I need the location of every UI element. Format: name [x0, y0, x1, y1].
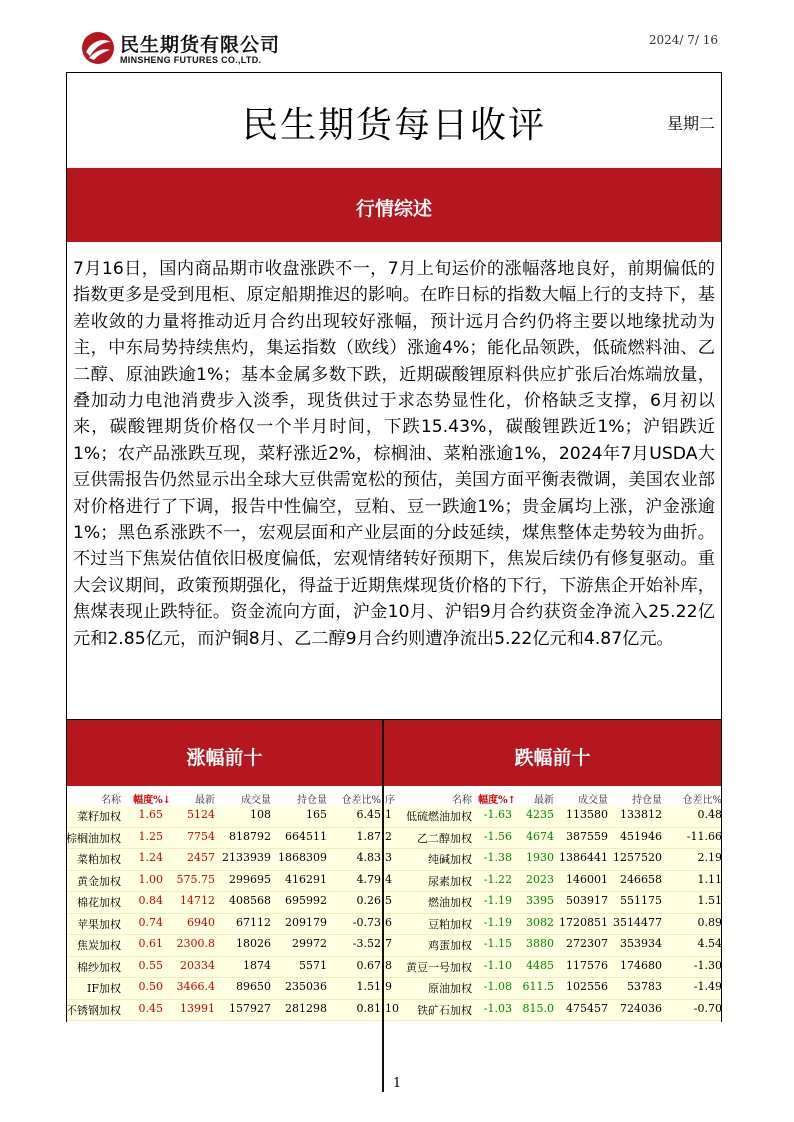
gainers-col-header[interactable]: 名称: [101, 795, 121, 806]
gainers-row[interactable]: [66, 957, 383, 979]
losers-cell: 272307: [566, 937, 608, 950]
title-section: [66, 72, 722, 168]
section-title: 行情综述: [355, 198, 432, 220]
gainers-col-header[interactable]: 持仓量: [297, 795, 327, 806]
losers-cell: -1.10: [483, 958, 512, 972]
summary-text: 7月16日，国内商品期市收盘涨跌不一，7月上旬运价的涨幅落地良好，前期偏低的指数更多是受到甩柜、原定船期推迟的影响。在昨日标的指数大幅上行的支持下，基差收敛的力量将推动近月合约出现较好涨幅，预计远月合约仍将主要以地缘扰动为主，中东局势持续焦灼，集运指数（欧线）涨逾4%；能化品领跌，低硫燃料油、乙二醇、原油跌逾1%；基本金属多数下跌，近期碳酸锂原料供应扩张后冶炼端放量，叠加动力电池消费步入淡季，现货供过于求态势显性化，价格缺乏支撑，6月初以来，碳酸锂期货价格仅一个半月时间，下跌15.43%，碳酸锂跌近1%；沪铝跌近1%；农产品涨跌互现，菜籽涨近2%，棕榈油、菜粕涨逾1%，2024年7月USDA大豆供需报告仍然显示出全球大豆供需宽松的预估，美国方面平衡表微调，美国农业部对价格进行了下调，报告中性偏空，豆粕、豆一跌逾1%；贵金属均上涨，沪金涨逾1%；黑色系涨跌不一，宏观层面和产业层面的分歧延续，煤焦整体走势较为曲折。不过当下焦炭估值依旧极度偏低，宏观情绪转好预期下，焦炭后续仍有修复驱动。重大会议期间，政策预期强化，得益于近期焦煤现货价格的下行，下游焦企开始补库，焦煤表现止跌特征。资金流向方面，沪金10月、沪铝9月合约获资金净流入25.22亿元和2.85亿元，而沪铜8月、乙二醇9月合约则遭净流出5.22亿元和4.87亿元。: [73, 259, 715, 649]
gainers-cell: 2133939: [222, 851, 271, 864]
gainers-cell: 664511: [285, 829, 327, 843]
gainers-cell: 1.25: [138, 829, 163, 843]
gainers-cell: 18026: [236, 937, 271, 950]
gainers-cell: 89650: [236, 980, 271, 993]
losers-cell: 纯碱加权: [428, 853, 472, 866]
page-title: 民生期货每日收评: [241, 105, 546, 146]
losers-cell: 724036: [620, 1001, 662, 1015]
losers-cell: 2: [385, 829, 392, 843]
losers-cell: -1.19: [483, 915, 512, 929]
losers-cell: -1.49: [693, 980, 722, 993]
gainers-header: [66, 720, 383, 786]
losers-cell: 4: [385, 872, 392, 886]
gainers-cell: 299695: [229, 872, 271, 886]
losers-col-header[interactable]: 仓差比%: [682, 795, 722, 806]
losers-cell: -1.30: [693, 958, 722, 972]
losers-header: [383, 720, 722, 786]
losers-col-header[interactable]: 幅度%↑: [478, 795, 516, 806]
gainers-cell: 3466.4: [176, 980, 215, 993]
gainers-cell: 菜粕加权: [77, 853, 121, 866]
losers-cell: 3880: [526, 937, 554, 950]
losers-cell: 6: [385, 915, 392, 929]
gainers-cell: -3.52: [352, 937, 381, 950]
losers-cell: 乙二醇加权: [417, 831, 472, 845]
losers-cell: 豆粕加权: [428, 917, 472, 931]
gainers-cell: 5571: [299, 958, 327, 972]
losers-cell: 3395: [526, 894, 554, 907]
gainers-cell: 695992: [285, 894, 327, 907]
gainers-row[interactable]: [66, 935, 383, 957]
gainers-cell: 4.79: [356, 872, 381, 886]
losers-cell: 174680: [620, 958, 662, 972]
losers-cell: 4674: [526, 829, 554, 843]
losers-row[interactable]: [383, 806, 722, 828]
gainers-cell: 黄金加权: [77, 874, 121, 888]
gainers-cell: 0.74: [138, 915, 163, 929]
gainers-title: 涨幅前十: [186, 747, 263, 769]
losers-cell: 3514477: [613, 915, 662, 929]
table-divider: [382, 720, 384, 1092]
gainers-cell: 1.00: [138, 872, 163, 886]
gainers-row[interactable]: [66, 978, 383, 1000]
losers-cell: -1.63: [483, 808, 512, 821]
gainers-cell: 0.26: [356, 894, 381, 907]
gainers-cell: 575.75: [176, 872, 215, 886]
gainers-cell: 108: [250, 808, 271, 821]
losers-cell: -11.66: [686, 829, 722, 843]
market-overview-banner: [66, 168, 722, 242]
losers-cell: 1257520: [613, 851, 662, 864]
losers-cell: 102556: [566, 980, 608, 993]
losers-row[interactable]: [383, 871, 722, 893]
losers-cell: 3082: [526, 915, 554, 929]
gainers-cell: 1.65: [138, 808, 163, 821]
losers-cell: 133812: [620, 808, 662, 821]
losers-cell: 0.89: [697, 915, 722, 929]
losers-cell: 611.5: [522, 980, 554, 993]
losers-cell: 451946: [620, 829, 662, 843]
losers-row[interactable]: [383, 892, 722, 914]
losers-cell: 燃油加权: [428, 896, 472, 909]
gainers-cell: 1.51: [356, 980, 381, 993]
losers-row[interactable]: [383, 957, 722, 979]
gainers-row[interactable]: [66, 892, 383, 914]
losers-cell: 低硫燃油加权: [406, 810, 472, 823]
losers-col-header[interactable]: 持仓量: [632, 795, 662, 806]
gainers-cell: 281298: [285, 1001, 327, 1015]
gainers-cell: 不锈钢加权: [66, 1003, 121, 1017]
losers-cell: 2.19: [697, 851, 722, 864]
losers-cell: 鸡蛋加权: [428, 939, 472, 952]
losers-cell: 10: [385, 1001, 399, 1015]
losers-cell: 9: [385, 980, 392, 993]
gainers-cell: 6.45: [356, 808, 381, 821]
losers-cell: 117576: [566, 958, 608, 972]
losers-row[interactable]: [383, 828, 722, 850]
losers-row[interactable]: [383, 1000, 722, 1022]
losers-cell: 551175: [620, 894, 662, 907]
gainers-cell: 棉纱加权: [77, 960, 121, 974]
gainers-cell: 焦炭加权: [77, 939, 121, 952]
minsheng-logo-icon: [80, 30, 116, 66]
gainers-cell: 818792: [229, 829, 271, 843]
losers-cell: 246658: [620, 872, 662, 886]
gainers-row[interactable]: [66, 828, 383, 850]
losers-cell: 387559: [566, 829, 608, 843]
gainers-cell: 416291: [285, 872, 327, 886]
gainers-cell: -0.73: [352, 915, 381, 929]
losers-cell: 7: [385, 937, 392, 950]
company-logo: [80, 28, 320, 70]
weekday-label: 星期二: [666, 114, 715, 133]
gainers-cell: 苹果加权: [77, 917, 121, 931]
losers-cell: 2023: [526, 872, 554, 886]
losers-col-header[interactable]: 最新: [534, 795, 554, 806]
gainers-cell: 0.61: [138, 937, 163, 950]
losers-row[interactable]: [383, 914, 722, 936]
report-date: 2024/ 7/ 16: [648, 33, 718, 47]
gainers-row[interactable]: [66, 849, 383, 871]
gainers-cell: 1.87: [356, 829, 381, 843]
gainers-cell: 1.24: [138, 851, 163, 864]
gainers-col-header[interactable]: 最新: [195, 795, 215, 806]
gainers-table: [66, 720, 383, 1022]
gainers-cell: 209179: [285, 915, 327, 929]
gainers-cell: 4.83: [356, 851, 381, 864]
losers-col-header[interactable]: 序: [385, 795, 395, 806]
losers-cell: -1.03: [483, 1001, 512, 1015]
gainers-cell: 0.45: [138, 1001, 163, 1015]
losers-cell: 尿素加权: [428, 874, 472, 888]
losers-cell: -1.22: [483, 872, 512, 886]
losers-cell: 475457: [566, 1001, 608, 1015]
gainers-col-header[interactable]: 成交量: [241, 795, 271, 806]
gainers-row[interactable]: [66, 806, 383, 828]
market-summary: [66, 242, 722, 720]
gainers-cell: 157927: [229, 1001, 271, 1015]
losers-cell: 4485: [526, 958, 554, 972]
gainers-cell: IF加权: [87, 982, 121, 995]
losers-cell: 815.0: [522, 1001, 554, 1015]
gainers-cell: 235036: [285, 980, 327, 993]
gainers-row[interactable]: [66, 914, 383, 936]
losers-title: 跌幅前十: [514, 747, 591, 769]
gainers-row[interactable]: [66, 1000, 383, 1022]
gainers-cell: 20334: [180, 958, 215, 972]
losers-cell: 0.48: [697, 808, 722, 821]
rankings-section: [66, 720, 722, 1022]
losers-cell: 4235: [526, 808, 554, 821]
losers-cell: 1.51: [697, 894, 722, 907]
losers-cell: 1.11: [697, 872, 722, 886]
gainers-cell: 0.81: [356, 1001, 381, 1015]
losers-cell: 1386441: [559, 851, 608, 864]
gainers-cell: 棉花加权: [77, 896, 121, 909]
losers-cell: -1.38: [483, 851, 512, 864]
losers-cell: 3: [385, 851, 392, 864]
gainers-cell: 29972: [292, 937, 327, 950]
gainers-cell: 0.67: [356, 958, 381, 972]
losers-cell: -1.08: [483, 980, 512, 993]
losers-cell: 1: [385, 808, 392, 821]
losers-cell: 黄豆一号加权: [406, 960, 472, 974]
losers-rows: [383, 806, 722, 1021]
losers-cell: 113580: [566, 808, 608, 821]
losers-row[interactable]: [383, 978, 722, 1000]
gainers-column-headers: [66, 789, 383, 806]
gainers-cell: 2457: [187, 851, 215, 864]
gainers-cell: 1868309: [278, 851, 327, 864]
gainers-cell: 13991: [180, 1001, 215, 1015]
losers-cell: -1.56: [483, 829, 512, 843]
gainers-cell: 0.55: [138, 958, 163, 972]
gainers-rows: [66, 806, 383, 1021]
losers-cell: 353934: [620, 937, 662, 950]
losers-cell: 503917: [566, 894, 608, 907]
losers-cell: 1720851: [559, 915, 608, 929]
losers-cell: 原油加权: [428, 982, 472, 995]
losers-col-header[interactable]: 成交量: [578, 795, 608, 806]
losers-row[interactable]: [383, 849, 722, 871]
losers-cell: 1930: [526, 851, 554, 864]
losers-cell: 铁矿石加权: [417, 1003, 472, 1017]
gainers-cell: 0.84: [138, 894, 163, 907]
losers-cell: 5: [385, 894, 392, 907]
gainers-cell: 2300.8: [176, 937, 215, 950]
losers-row[interactable]: [383, 935, 722, 957]
losers-cell: 4.54: [697, 937, 722, 950]
gainers-cell: 7754: [187, 829, 215, 843]
losers-col-header[interactable]: 名称: [452, 795, 472, 806]
gainers-col-header[interactable]: 幅度%↓: [133, 795, 171, 806]
losers-cell: 53783: [627, 980, 662, 993]
page-number: 1: [392, 1076, 402, 1091]
losers-cell: 8: [385, 958, 392, 972]
gainers-cell: 5124: [187, 808, 215, 821]
gainers-cell: 棕榈油加权: [66, 831, 121, 845]
losers-table: [383, 720, 722, 1022]
logo-chinese-name: 民生期货有限公司: [120, 34, 281, 56]
losers-cell: -0.70: [693, 1001, 722, 1015]
losers-cell: -1.15: [483, 937, 512, 950]
gainers-cell: 67112: [236, 915, 271, 929]
gainers-cell: 165: [306, 808, 327, 821]
gainers-row[interactable]: [66, 871, 383, 893]
losers-cell: -1.19: [483, 894, 512, 907]
gainers-cell: 14712: [180, 894, 215, 907]
gainers-cell: 菜籽加权: [77, 810, 121, 823]
gainers-cell: 408568: [229, 894, 271, 907]
logo-english-name: MINSHENG FUTURES CO.,LTD.: [120, 55, 262, 65]
gainers-col-header[interactable]: 仓差比%: [341, 795, 381, 806]
gainers-cell: 6940: [187, 915, 215, 929]
gainers-cell: 0.50: [138, 980, 163, 993]
losers-column-headers: [383, 789, 722, 806]
losers-cell: 146001: [566, 872, 608, 886]
gainers-cell: 1874: [243, 958, 271, 972]
